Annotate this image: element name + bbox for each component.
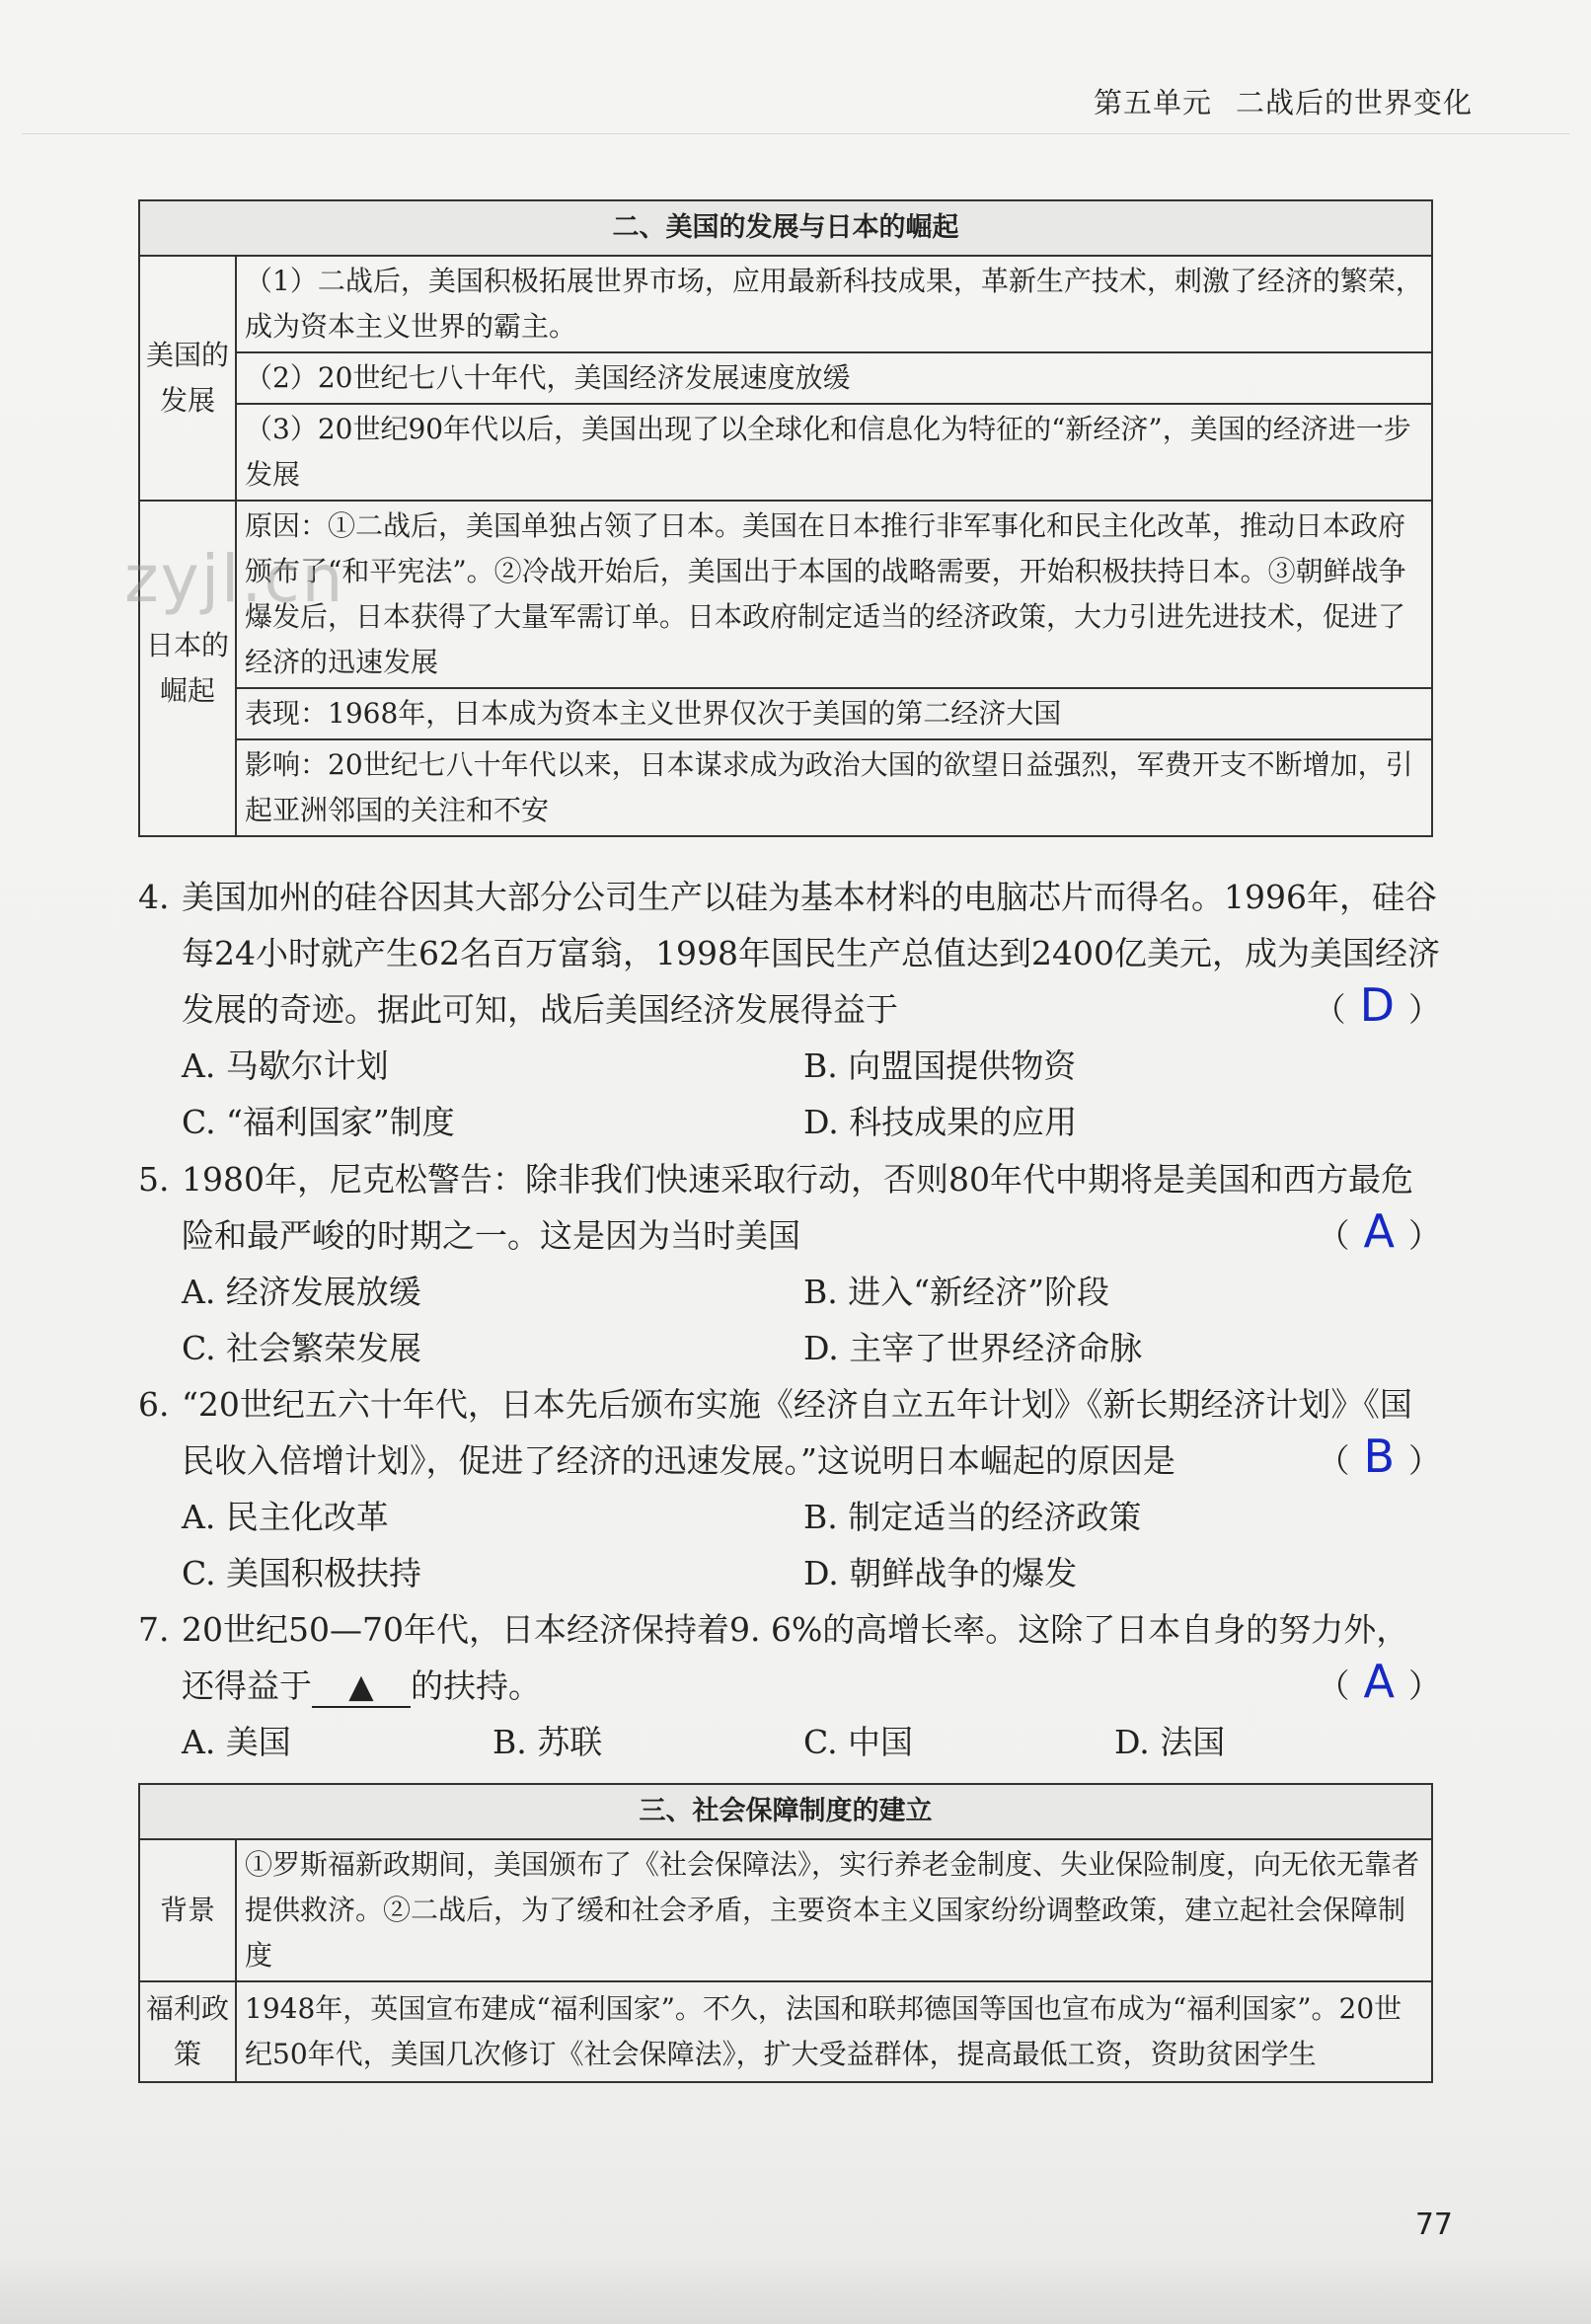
row-label-us: 美国的发展 <box>139 256 236 501</box>
option: B. 向盟国提供物资 <box>803 1046 1077 1085</box>
page-number: 77 <box>1414 2208 1453 2242</box>
answer-bracket: （ B ） <box>1317 1430 1441 1483</box>
answer-bracket: （ A ） <box>1317 1204 1441 1258</box>
row-label: 背景 <box>139 1839 236 1981</box>
question-4 <box>138 869 1441 1150</box>
question-number: 5. <box>138 1160 170 1199</box>
question-6 <box>138 1376 1441 1601</box>
answer-bracket: （ A ） <box>1317 1655 1441 1708</box>
option: D. 科技成果的应用 <box>803 1103 1078 1141</box>
option: C. 中国 <box>803 1723 914 1761</box>
answer-letter: D <box>1359 978 1395 1032</box>
table-title: 三、社会保障制度的建立 <box>139 1784 1432 1839</box>
option: B. 苏联 <box>492 1723 603 1761</box>
fill-blank: ▲ <box>312 1666 411 1708</box>
option: A. 民主化改革 <box>182 1498 389 1536</box>
option: A. 马歇尔计划 <box>182 1046 389 1085</box>
header-unit: 第五单元 <box>1093 86 1212 119</box>
knowledge-table-us-japan <box>138 199 1433 837</box>
row-label-japan: 日本的崛起 <box>139 501 236 836</box>
running-header <box>1070 81 1473 121</box>
option: C. “福利国家”制度 <box>182 1103 455 1141</box>
table-cell: 表现：1968年，日本成为资本主义世界仅次于美国的第二经济大国 <box>236 688 1432 739</box>
question-stem: 美国加州的硅谷因其大部分公司生产以硅为基本材料的电脑芯片而得名。1996年，硅谷每24小时就产生62名百万富翁，1998年国民生产总值达到2400亿美元，成为美国经济发展的奇迹。据此可知，战后美国经济发展得益于 <box>182 878 1440 1029</box>
question-stem: 1980年，尼克松警告：除非我们快速采取行动，否则80年代中期将是美国和西方最危险和最严峻的时期之一。这是因为当时美国 <box>182 1160 1413 1255</box>
table-cell: （2）20世纪七八十年代，美国经济发展速度放缓 <box>236 352 1432 404</box>
question-7 <box>138 1601 1441 1770</box>
header-divider <box>22 133 1569 134</box>
table-cell: （3）20世纪90年代以后，美国出现了以全球化和信息化为特征的“新经济”，美国的经济进一步发展 <box>236 404 1432 501</box>
table-cell: 1948年，英国宣布建成“福利国家”。不久，法国和联邦德国等国也宣布成为“福利国家”。20世纪50年代，美国几次修订《社会保障法》，扩大受益群体，提高最低工资，资助贫困学生 <box>236 1981 1432 2082</box>
question-stem: 20世纪50—70年代，日本经济保持着9. 6%的高增长率。这除了日本自身的努力外，还得益于 <box>182 1610 1409 1705</box>
option: B. 制定适当的经济政策 <box>803 1498 1142 1536</box>
header-title: 二战后的世界变化 <box>1235 86 1473 119</box>
question-stem-end: 的扶持。 <box>411 1666 541 1705</box>
table-cell: ①罗斯福新政期间，美国颁布了《社会保障法》，实行养老金制度、失业保险制度，向无依无靠者提供救济。②二战后，为了缓和社会矛盾，主要资本主义国家纷纷调整政策，建立起社会保障制度 <box>236 1839 1432 1981</box>
table-cell: （1）二战后，美国积极拓展世界市场，应用最新科技成果，革新生产技术，刺激了经济的繁荣，成为资本主义世界的霸主。 <box>236 256 1432 352</box>
table-title: 二、美国的发展与日本的崛起 <box>139 200 1432 256</box>
row-label: 福利政策 <box>139 1981 236 2082</box>
option: D. 法国 <box>1114 1723 1226 1761</box>
answer-letter: B <box>1363 1430 1395 1483</box>
option: B. 进入“新经济”阶段 <box>803 1273 1109 1311</box>
watermark: zyjl.cn <box>124 541 345 617</box>
option: D. 朝鲜战争的爆发 <box>803 1554 1078 1592</box>
knowledge-table-social-security <box>138 1783 1433 2083</box>
question-stem: “20世纪五六十年代，日本先后颁布实施《经济自立五年计划》《新长期经济计划》《国民收入倍增计划》，促进了经济的迅速发展。”这说明日本崛起的原因是 <box>182 1385 1412 1480</box>
question-number: 6. <box>138 1385 170 1424</box>
page-edge-shadow <box>0 2255 1591 2324</box>
table-cell: 影响：20世纪七八十年代以来，日本谋求成为政治大国的欲望日益强烈，军费开支不断增加，引起亚洲邻国的关注和不安 <box>236 739 1432 836</box>
question-number: 7. <box>138 1610 170 1649</box>
option: A. 美国 <box>182 1723 291 1761</box>
answer-letter: A <box>1363 1655 1395 1708</box>
answer-bracket: （ D ） <box>1313 978 1441 1032</box>
answer-letter: A <box>1363 1204 1395 1258</box>
table-cell: 原因：①二战后，美国单独占领了日本。美国在日本推行非军事化和民主化改革，推动日本政府颁布了“和平宪法”。②冷战开始后，美国出于本国的战略需要，开始积极扶持日本。③朝鲜战争爆发后，日本获得了大量军需订单。日本政府制定适当的经济政策，大力引进先进技术，促进了经济的迅速发展 <box>236 501 1432 688</box>
option: C. 社会繁荣发展 <box>182 1329 422 1367</box>
option: A. 经济发展放缓 <box>182 1273 421 1311</box>
question-5 <box>138 1151 1441 1376</box>
option: C. 美国积极扶持 <box>182 1554 422 1592</box>
option: D. 主宰了世界经济命脉 <box>803 1329 1143 1367</box>
question-number: 4. <box>138 878 170 916</box>
